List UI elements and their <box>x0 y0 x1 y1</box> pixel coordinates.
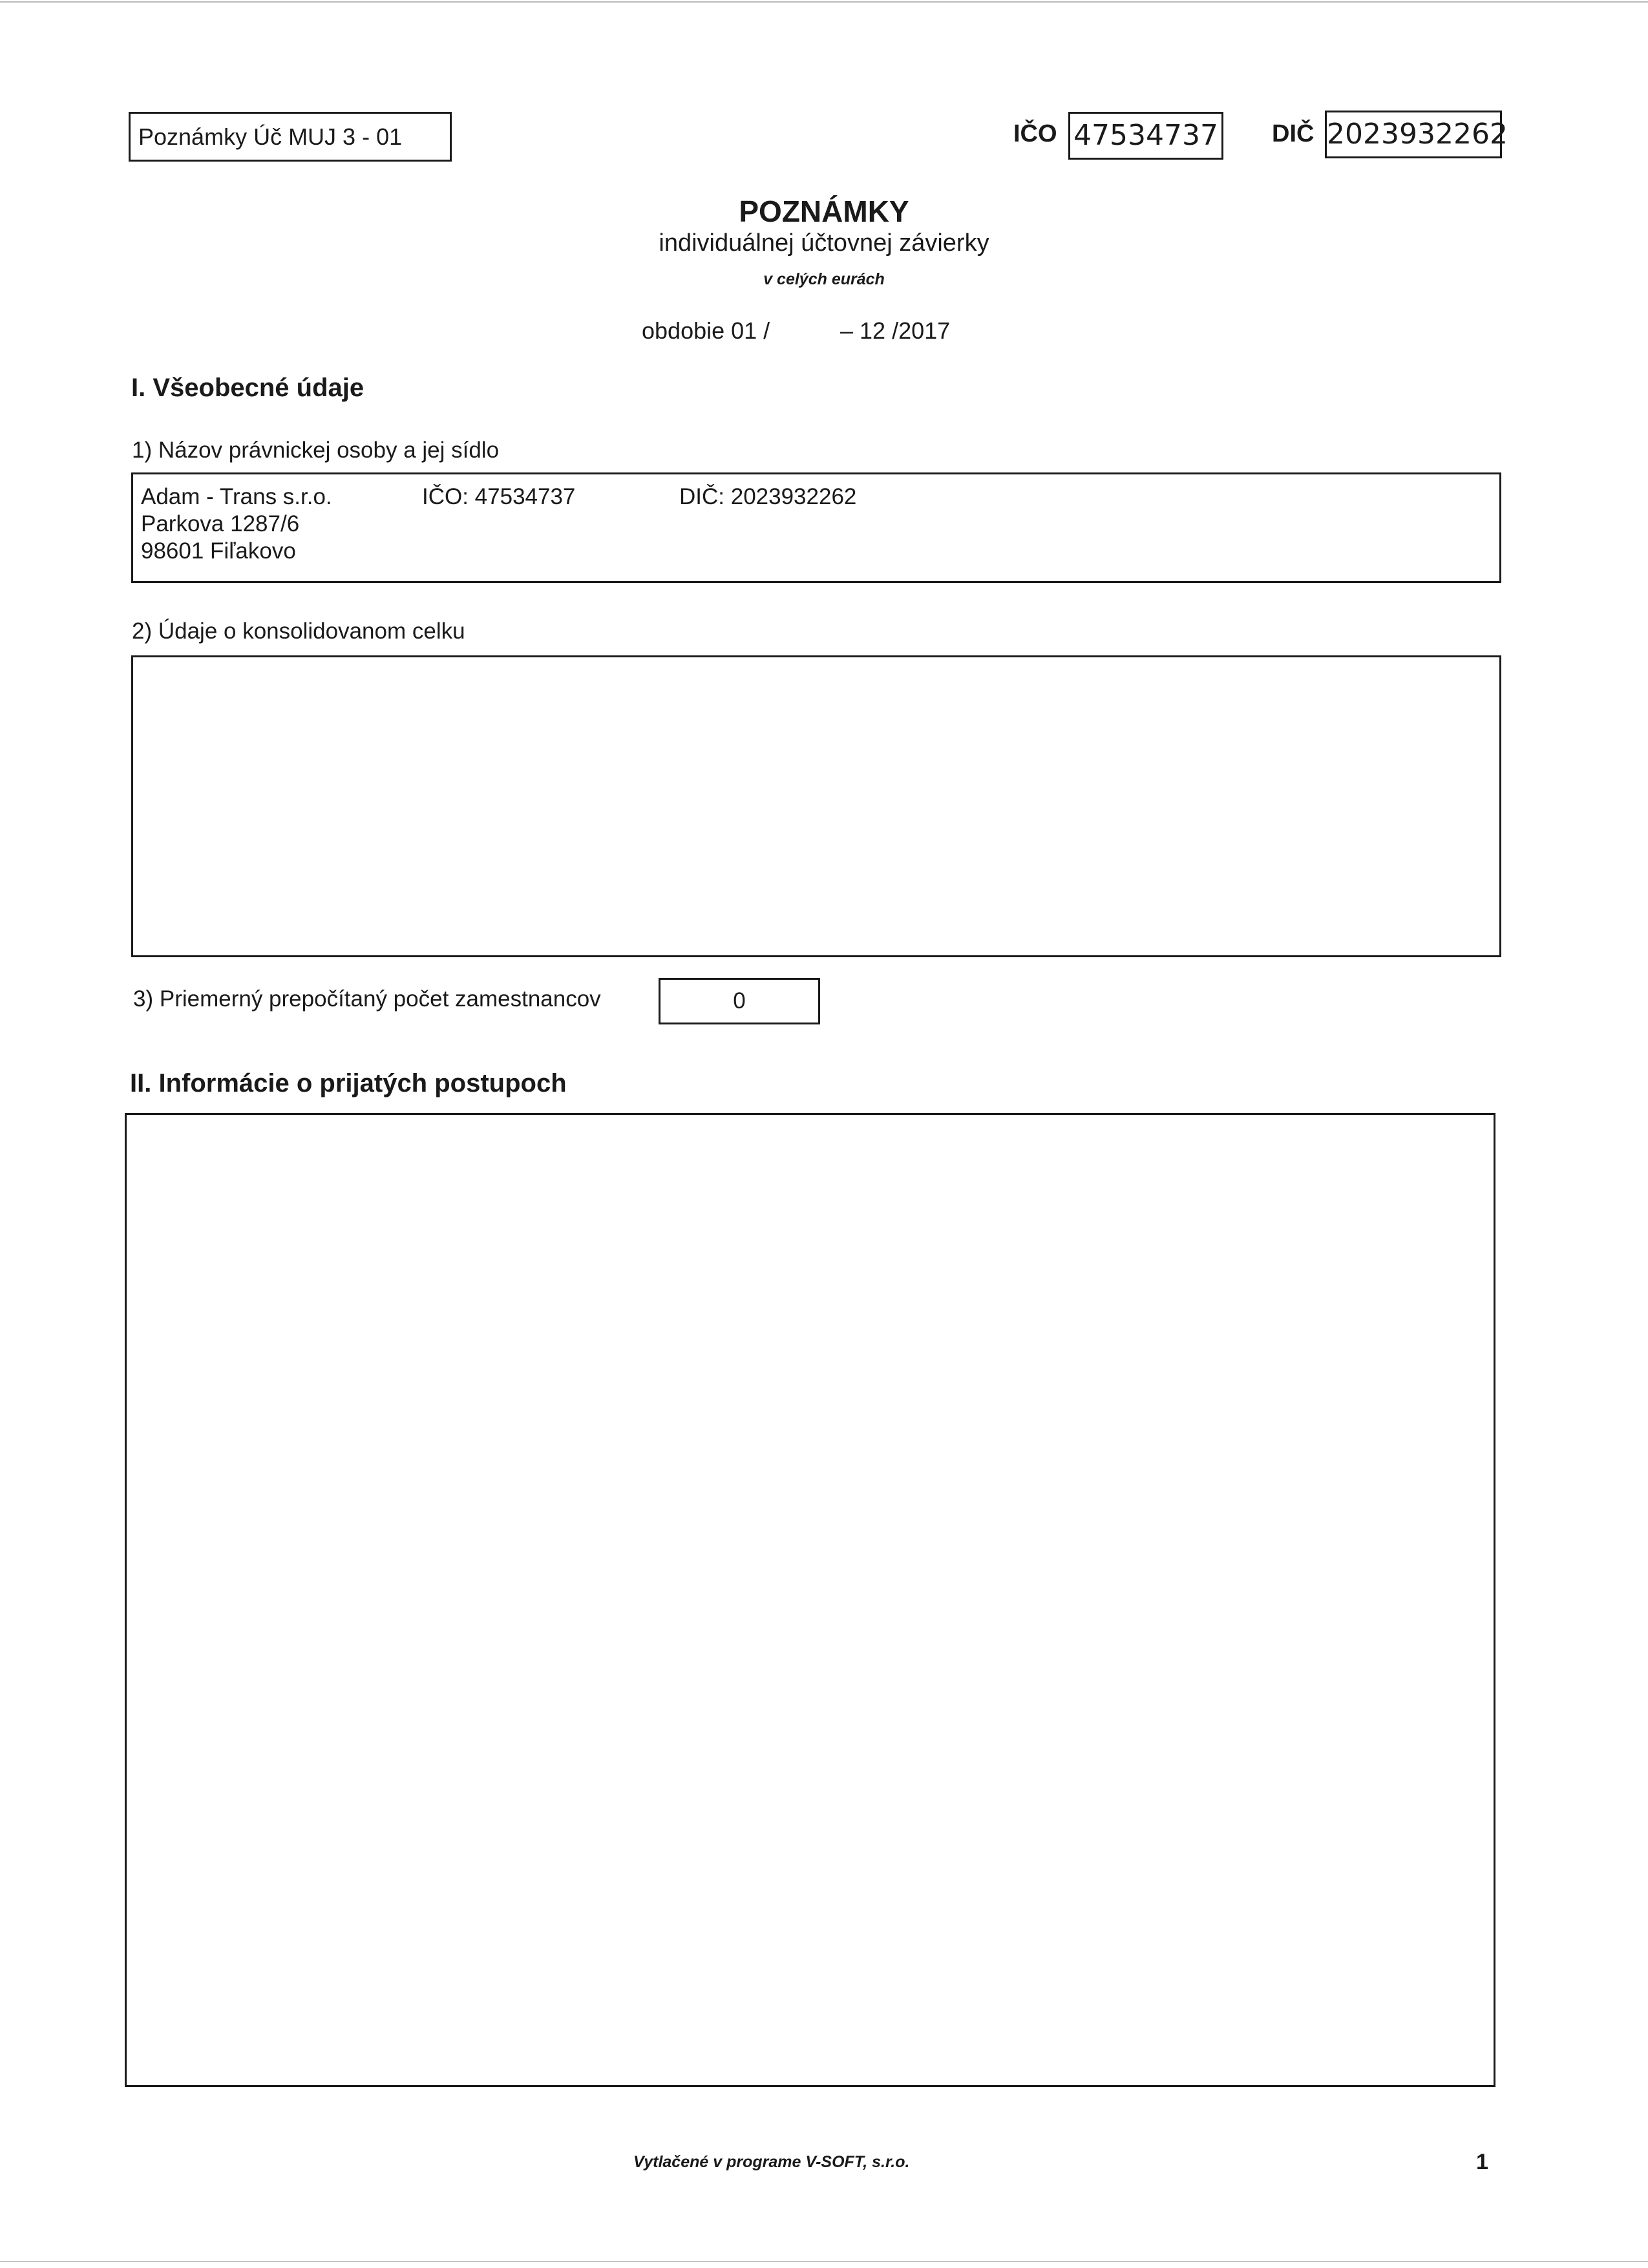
document-title: POZNÁMKY <box>739 195 909 228</box>
employee-count: 0 <box>733 988 746 1013</box>
accounting-policies-box <box>125 1113 1495 2087</box>
ico-value: 47534737 <box>1073 119 1218 152</box>
scan-edge-line-bottom <box>0 2261 1648 2262</box>
form-code: Poznámky Úč MUJ 3 - 01 <box>138 123 403 150</box>
company-info-box <box>131 472 1501 583</box>
item-1-label: 1) Názov právnickej osoby a jej sídlo <box>132 438 500 463</box>
item-3-label: 3) Priemerný prepočítaný počet zamestnancov <box>133 986 601 1012</box>
consolidated-group-box <box>131 655 1501 957</box>
ico-label: IČO <box>1013 120 1057 147</box>
section-1-heading: I. Všeobecné údaje <box>131 374 364 402</box>
section-2-heading: II. Informácie o prijatých postupoch <box>130 1069 567 1097</box>
document-subtitle: individuálnej účtovnej závierky <box>659 229 989 257</box>
dic-label: DIČ <box>1272 120 1315 147</box>
item-2-label: 2) Údaje o konsolidovanom celku <box>132 619 465 644</box>
footer-printed-by: Vytlačené v programe V-SOFT, s.r.o. <box>633 2153 910 2171</box>
company-city: 98601 Fiľakovo <box>141 538 296 564</box>
form-code-box <box>129 112 452 162</box>
currency-note: v celých eurách <box>763 270 885 288</box>
period-from: obdobie 01 / <box>642 317 770 344</box>
company-ico: IČO: 47534737 <box>422 484 576 509</box>
page-number: 1 <box>1476 2150 1488 2174</box>
ico-value-box <box>1068 112 1223 160</box>
scan-edge-line <box>0 1 1648 3</box>
employee-count-box <box>659 978 820 1024</box>
dic-value-box <box>1325 111 1508 158</box>
dic-value: 2023932262 <box>1327 118 1508 151</box>
period-to: – 12 /2017 <box>840 317 951 344</box>
company-street: Parkova 1287/6 <box>141 511 300 536</box>
company-dic: DIČ: 2023932262 <box>679 484 857 509</box>
company-name: Adam - Trans s.r.o. <box>141 484 332 509</box>
